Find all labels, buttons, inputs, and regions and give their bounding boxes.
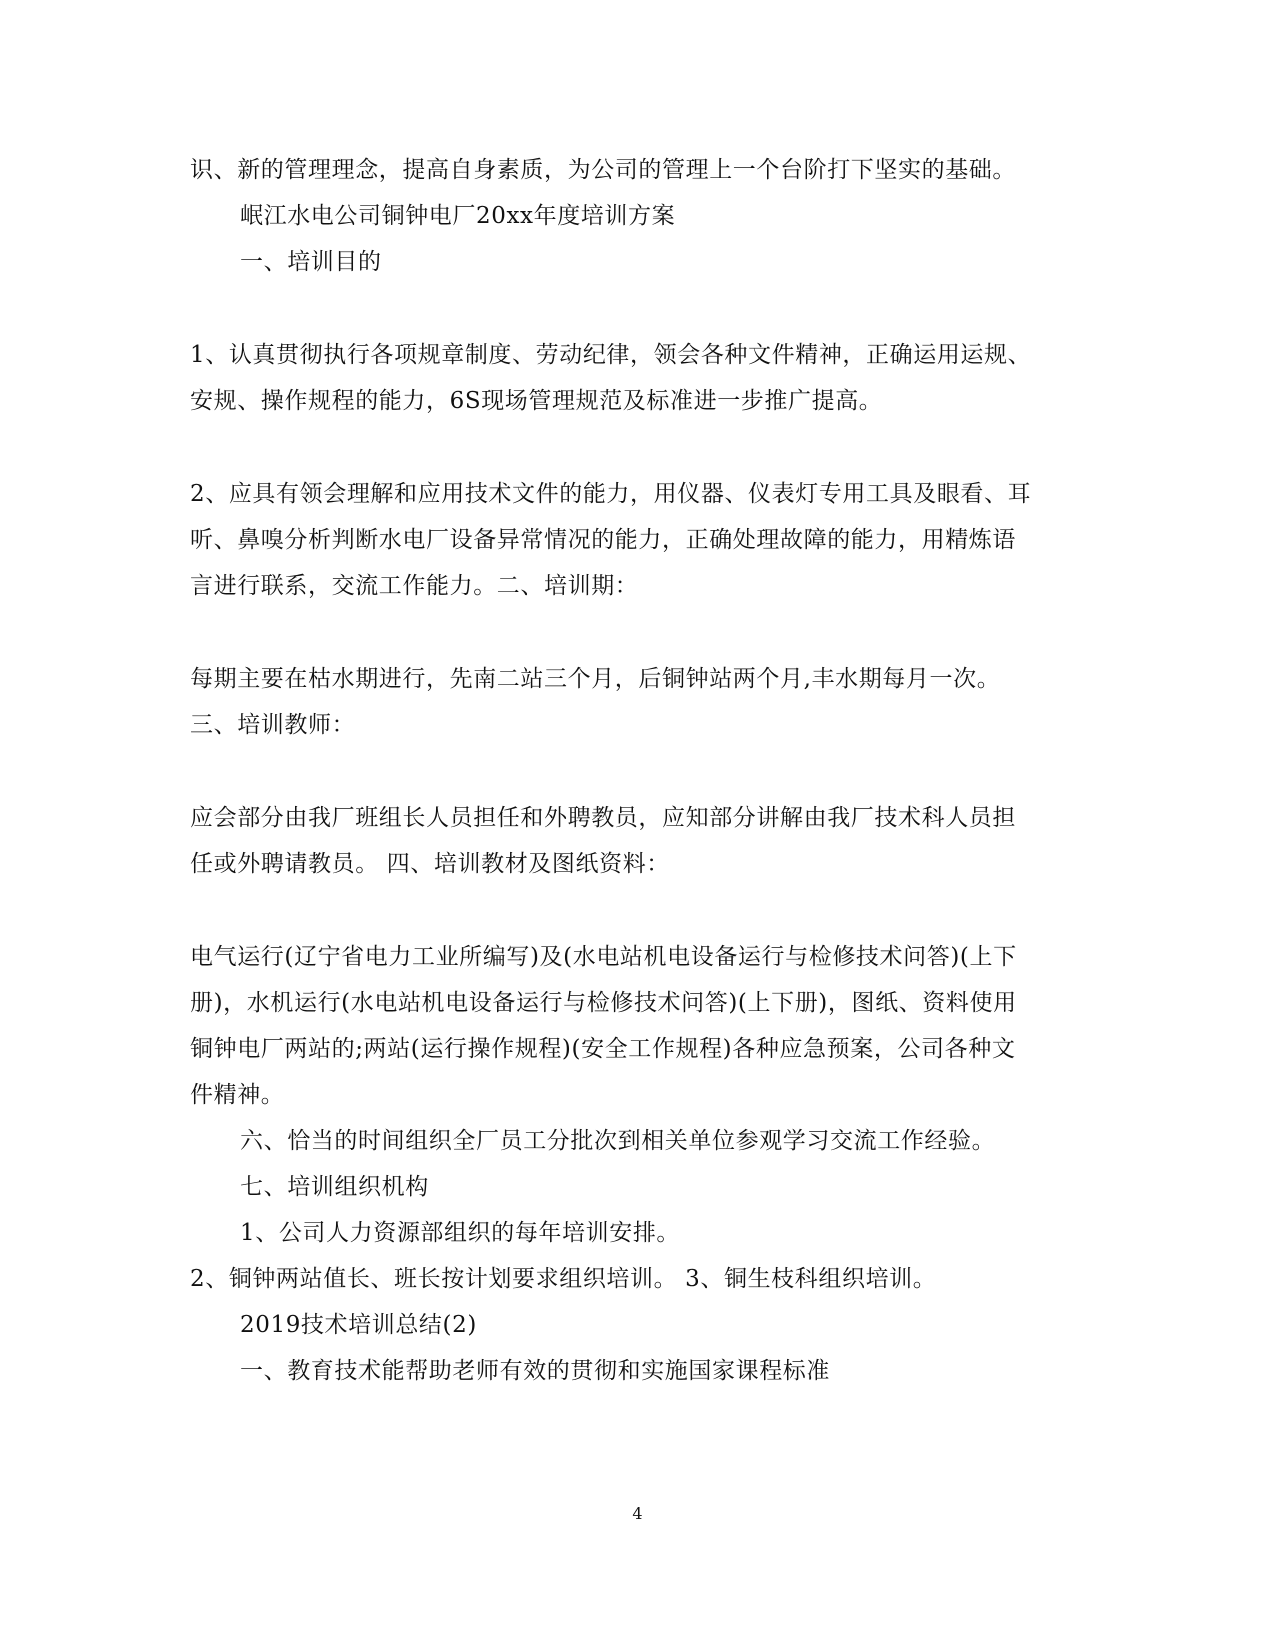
body-text-line: 任或外聘请教员。 四、培训教材及图纸资料：: [190, 851, 670, 877]
section-heading: 三、培训教师：: [190, 712, 356, 738]
body-text-line: 件精神。: [190, 1082, 285, 1108]
section-heading: 六、恰当的时间组织全厂员工分批次到相关单位参观学习交流工作经验。: [240, 1128, 996, 1154]
body-text-line: 听、鼻嗅分析判断水电厂设备异常情况的能力，正确处理故障的能力，用精炼语: [190, 527, 1016, 553]
body-text-line: 2、应具有领会理解和应用技术文件的能力，用仪器、仪表灯专用工具及眼看、耳: [190, 481, 1032, 507]
plan-title: 岷江水电公司铜钟电厂20xx年度培训方案: [240, 203, 676, 229]
body-text-line: 每期主要在枯水期进行，先南二站三个月，后铜钟站两个月,丰水期每月一次。: [190, 666, 1001, 692]
body-text-line: 识、新的管理理念，提高自身素质，为公司的管理上一个台阶打下坚实的基础。: [190, 157, 1016, 183]
body-text-line: 铜钟电厂两站的;两站(运行操作规程)(安全工作规程)各种应急预案，公司各种文: [190, 1036, 1016, 1062]
section-heading: 一、培训目的: [240, 249, 382, 275]
body-text-line: 应会部分由我厂班组长人员担任和外聘教员，应知部分讲解由我厂技术科人员担: [190, 805, 1016, 831]
section-heading: 一、教育技术能帮助老师有效的贯彻和实施国家课程标准: [240, 1358, 830, 1384]
body-text-line: 1、认真贯彻执行各项规章制度、劳动纪律，领会各种文件精神，正确运用运规、: [190, 342, 1032, 368]
body-text-line: 电气运行(辽宁省电力工业所编写)及(水电站机电设备运行与检修技术问答)(上下: [190, 944, 1017, 970]
list-item: 1、公司人力资源部组织的每年培训安排。: [240, 1220, 681, 1246]
body-text-line: 安规、操作规程的能力，6S现场管理规范及标准进一步推广提高。: [190, 388, 883, 414]
body-text-line: 言进行联系，交流工作能力。二、培训期：: [190, 573, 639, 599]
list-item: 2、铜钟两站值长、班长按计划要求组织培训。 3、铜生枝科组织培训。: [190, 1266, 937, 1292]
body-text-line: 册)，水机运行(水电站机电设备运行与检修技术问答)(上下册)，图纸、资料使用: [190, 990, 1017, 1016]
page-number: 4: [632, 1504, 643, 1523]
section-heading: 七、培训组织机构: [240, 1174, 429, 1200]
summary-title: 2019技术培训总结(2): [240, 1312, 477, 1338]
